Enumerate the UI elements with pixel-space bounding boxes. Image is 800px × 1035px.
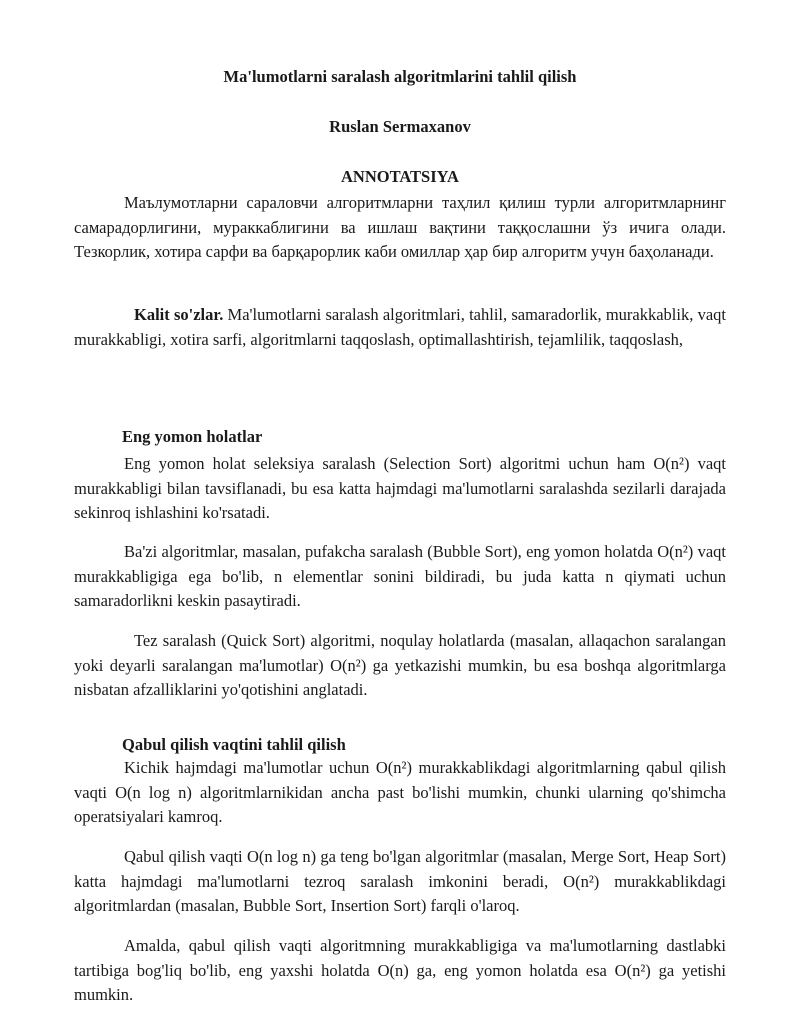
runtime-paragraph-1: Kichik hajmdagi ma'lumotlar uchun O(n²) murakkablikdagi algoritmlarning qabul qilish vaqti O(n log n) algoritmlarnikidan ancha past bo'lishi mumkin, chunki ularning qo'shimcha operatsiyalari kamroq.	[74, 758, 726, 826]
annotation-heading: ANNOTATSIYA	[341, 167, 459, 186]
worst-case-paragraph-1: Eng yomon holat seleksiya saralash (Selection Sort) algoritmi uchun ham O(n²) vaqt murakkabligi bilan tavsiflanadi, bu esa katta hajmdagi ma'lumotlarni saralashda sezilarli darajada sekinroq ishlashini ko'rsatadi.	[74, 454, 726, 522]
runtime-paragraph-3: Amalda, qabul qilish vaqti algoritmning murakkabligiga va ma'lumotlarning dastlabki tartibiga bog'liq bo'lib, eng yaxshi holatda O(n) ga, eng yomon holatda esa O(n²) ga yetishi mumkin.	[74, 936, 726, 1004]
keywords-paragraph	[74, 303, 726, 352]
worst-case-paragraph-3: Tez saralash (Quick Sort) algoritmi, noqulay holatlarda (masalan, allaqachon saralangan yoki deyarli saralangan ma'lumotlar) O(n²) ga yetkazishi mumkin, bu esa boshqa algoritmlarga nisbatan afzalliklarini yo'qotishini anglatadi.	[74, 631, 726, 699]
section-heading-runtime: Qabul qilish vaqtini tahlil qilish	[122, 735, 346, 754]
section-heading-worst-case: Eng yomon holatlar	[122, 427, 263, 446]
keywords-label: Kalit so'zlar.	[134, 305, 224, 324]
annotation-text: Маълумотларни сараловчи алгоритмларни таҳлил қилиш турли алгоритмларнинг самарадорлигини, мураккаблигини ва ишлаш вақтини таққослашни ўз ичига олади. Тезкорлик, хотира сарфи ва барқарорлик каби омиллар ҳар бир алгоритм учун баҳоланади.	[74, 193, 726, 261]
keywords-text: Ma'lumotlarni saralash algoritmlari, tahlil, samaradorlik, murakkablik, vaqt murakkabligi, xotira sarfi, algoritmlarni taqqoslash, optimallashtirish, tejamlilik, taqqoslash,	[74, 305, 726, 349]
runtime-paragraph-2: Qabul qilish vaqti O(n log n) ga teng bo'lgan algoritmlar (masalan, Merge Sort, Heap Sort) katta hajmdagi ma'lumotlarni tezroq saralash imkonini beradi, O(n²) murakkablikdagi algoritmlardan (masalan, Bubble Sort, Insertion Sort) farqli o'laroq.	[74, 847, 726, 915]
document-title: Ma'lumotlarni saralash algoritmlarini tahlil qilish	[223, 67, 577, 86]
author-name: Ruslan Sermaxanov	[329, 117, 471, 136]
worst-case-paragraph-2: Ba'zi algoritmlar, masalan, pufakcha saralash (Bubble Sort), eng yomon holatda O(n²) vaqt murakkabligiga ega bo'lib, n elementlar sonini bildiradi, bu juda katta n qiymati uchun samaradorlikni keskin pasaytiradi.	[74, 542, 726, 610]
